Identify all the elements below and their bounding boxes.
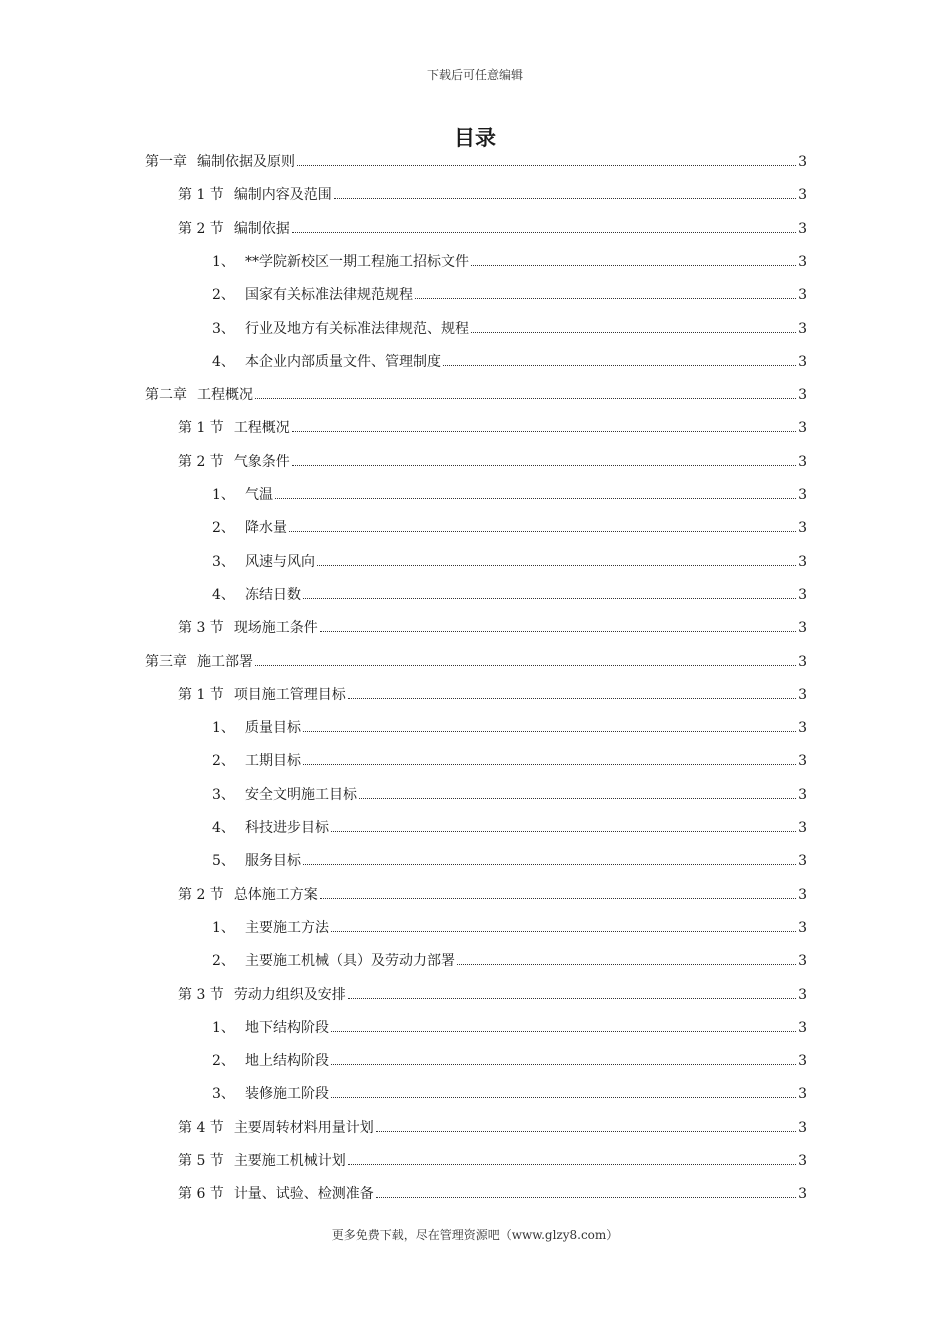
toc-dot-leader — [331, 1085, 796, 1098]
toc-entry-number: 第 3 节 — [178, 986, 224, 1003]
toc-entry-label: 安全文明施工目标 — [245, 786, 357, 803]
toc-entry-page-number: 3 — [798, 919, 807, 936]
toc-entry-page-number: 3 — [798, 886, 807, 903]
toc-entry-level-3[interactable] — [212, 950, 807, 972]
toc-entry-page-number: 3 — [798, 287, 807, 304]
toc-entry-label: 工程概况 — [233, 420, 290, 437]
toc-entry-number: 2、 — [212, 1053, 235, 1070]
toc-entry-level-3[interactable] — [212, 850, 807, 872]
toc-entry-level-3[interactable] — [212, 284, 807, 306]
toc-entry-label: 风速与风向 — [245, 553, 315, 570]
toc-entry-level-3[interactable] — [212, 1083, 807, 1105]
toc-entry-label: 行业及地方有关标准法律规范、规程 — [245, 320, 469, 337]
page-header: 下载后可任意编辑 — [426, 68, 523, 82]
toc-entry-label: 总体施工方案 — [233, 886, 318, 903]
toc-dot-leader — [317, 553, 796, 566]
toc-entry-level-1[interactable] — [145, 151, 807, 173]
toc-entry-level-3[interactable] — [212, 584, 807, 606]
toc-dot-leader — [334, 186, 796, 199]
toc-entry-page-number: 3 — [798, 620, 807, 637]
toc-entry-page-number: 3 — [798, 187, 807, 204]
toc-entry-level-2[interactable] — [178, 884, 807, 906]
toc-entry-level-2[interactable] — [178, 184, 807, 206]
toc-entry-number: 1、 — [212, 919, 235, 936]
toc-dot-leader — [331, 919, 796, 932]
toc-entry-label: 工期目标 — [245, 753, 301, 770]
toc-entry-page-number: 3 — [798, 520, 807, 537]
toc-entry-label: 工程概况 — [197, 387, 253, 404]
toc-entry-number: 第 6 节 — [178, 1186, 224, 1203]
toc-dot-leader — [471, 320, 796, 333]
toc-entry-level-2[interactable] — [178, 417, 807, 439]
toc-title: 目录 — [454, 126, 496, 150]
toc-entry-label: 服务目标 — [245, 853, 301, 870]
toc-entry-number: 1、 — [212, 253, 235, 270]
toc-entry-label: 气象条件 — [233, 453, 290, 470]
toc-entry-label: 国家有关标准法律规范规程 — [245, 287, 413, 304]
toc-entry-number: 第 2 节 — [178, 886, 224, 903]
toc-entry-page-number: 3 — [798, 986, 807, 1003]
toc-entry-level-3[interactable] — [212, 551, 807, 573]
toc-entry-number: 1、 — [212, 487, 235, 503]
toc-entry-level-3[interactable] — [212, 917, 807, 939]
toc-entry-number: 第 1 节 — [178, 420, 224, 437]
toc-entry-number: 4、 — [212, 353, 235, 370]
toc-dot-leader — [331, 819, 796, 832]
toc-dot-leader — [348, 686, 796, 699]
toc-entry-number: 第 2 节 — [178, 453, 224, 470]
toc-entry-number: 2、 — [212, 287, 235, 304]
toc-entry-level-3[interactable] — [212, 717, 807, 739]
toc-entry-label: 主要施工机械（具）及劳动力部署 — [245, 953, 455, 970]
toc-entry-number: 第 5 节 — [178, 1153, 224, 1169]
toc-dot-leader — [348, 1152, 796, 1165]
toc-dot-leader — [320, 619, 796, 632]
toc-entry-page-number: 3 — [798, 154, 807, 170]
toc-entry-page-number: 3 — [798, 820, 807, 836]
toc-entry-number: 2、 — [212, 520, 235, 537]
toc-entry-label: 编制依据及原则 — [197, 154, 295, 170]
toc-entry-label: 地下结构阶段 — [245, 1019, 329, 1036]
toc-entry-label: 科技进步目标 — [245, 820, 329, 836]
toc-entry-page-number: 3 — [798, 253, 807, 270]
toc-dot-leader — [303, 852, 796, 865]
toc-entry-level-2[interactable] — [178, 451, 807, 473]
toc-entry-number: 2、 — [212, 953, 235, 970]
toc-dot-leader — [275, 486, 796, 499]
toc-entry-label: 质量目标 — [245, 720, 301, 737]
toc-entry-number: 5、 — [212, 853, 235, 870]
toc-entry-level-3[interactable] — [212, 1050, 807, 1072]
toc-entry-page-number: 3 — [798, 1119, 807, 1136]
toc-entry-number: 第 1 节 — [178, 686, 224, 703]
toc-entry-page-number: 3 — [798, 420, 807, 437]
toc-entry-level-3[interactable] — [212, 784, 807, 806]
toc-entry-level-1[interactable] — [145, 384, 807, 406]
toc-dot-leader — [292, 419, 796, 432]
toc-entry-level-2[interactable] — [178, 1183, 807, 1205]
toc-entry-page-number: 3 — [798, 353, 807, 370]
toc-entry-label: 编制内容及范围 — [233, 187, 332, 204]
toc-dot-leader — [359, 786, 796, 799]
toc-entry-page-number: 3 — [798, 786, 807, 803]
toc-entry-level-2[interactable] — [178, 684, 807, 706]
toc-entry-label: 主要施工方法 — [245, 919, 329, 936]
toc-entry-page-number: 3 — [798, 1186, 807, 1203]
toc-entry-number: 1、 — [212, 1019, 235, 1036]
toc-entry-label: 冻结日数 — [245, 586, 301, 603]
toc-entry-label: 施工部署 — [197, 653, 253, 670]
toc-entry-level-3[interactable] — [212, 517, 807, 539]
toc-entry-label: 降水量 — [245, 520, 287, 537]
toc-entry-label: 装修施工阶段 — [245, 1086, 329, 1103]
toc-entry-number: 第 1 节 — [178, 187, 224, 204]
toc-entry-level-2[interactable] — [178, 218, 807, 240]
toc-dot-leader — [457, 952, 796, 965]
toc-entry-number: 第 3 节 — [178, 620, 224, 637]
toc-entry-number: 第二章 — [145, 387, 187, 404]
toc-entry-page-number: 3 — [798, 387, 807, 404]
toc-entry-page-number: 3 — [798, 586, 807, 603]
toc-dot-leader — [376, 1119, 796, 1132]
toc-entry-number: 第一章 — [145, 154, 187, 170]
toc-entry-number: 4、 — [212, 586, 235, 603]
toc-entry-level-3[interactable] — [212, 484, 807, 506]
toc-dot-leader — [292, 453, 796, 466]
toc-entry-label: 主要施工机械计划 — [233, 1153, 346, 1169]
toc-entry-page-number: 3 — [798, 853, 807, 870]
toc-entry-label: 主要周转材料用量计划 — [233, 1119, 374, 1136]
toc-entry-level-3[interactable] — [212, 251, 807, 273]
toc-dot-leader — [303, 752, 796, 765]
toc-dot-leader — [303, 719, 796, 732]
toc-dot-leader — [255, 653, 796, 666]
toc-entry-number: 3、 — [212, 553, 235, 570]
toc-entry-level-3[interactable] — [212, 817, 807, 839]
toc-entry-number: 2、 — [212, 753, 235, 770]
toc-entry-number: 3、 — [212, 320, 235, 337]
toc-dot-leader — [292, 220, 796, 233]
toc-dot-leader — [297, 153, 796, 166]
toc-dot-leader — [376, 1185, 796, 1198]
toc-entry-page-number: 3 — [798, 720, 807, 737]
toc-entry-number: 3、 — [212, 786, 235, 803]
toc-entry-level-3[interactable] — [212, 351, 807, 373]
toc-entry-page-number: 3 — [798, 1053, 807, 1070]
toc-entry-label: 本企业内部质量文件、管理制度 — [245, 353, 441, 370]
toc-entry-level-1[interactable] — [145, 651, 807, 673]
page-footer: 更多免费下载，尽在管理资源吧（www.glzy8.com） — [331, 1228, 619, 1242]
toc-entry-page-number: 3 — [798, 653, 807, 670]
toc-entry-level-2[interactable] — [178, 1117, 807, 1139]
toc-entry-label: 项目施工管理目标 — [233, 686, 346, 703]
toc-entry-label: 地上结构阶段 — [245, 1053, 329, 1070]
toc-entry-level-2[interactable] — [178, 617, 807, 639]
toc-entry-page-number: 3 — [798, 1086, 807, 1103]
toc-dot-leader — [255, 386, 796, 399]
toc-entry-label: 计量、试验、检测准备 — [233, 1186, 374, 1203]
toc-entry-page-number: 3 — [798, 686, 807, 703]
toc-entry-page-number: 3 — [798, 220, 807, 237]
toc-dot-leader — [289, 519, 796, 532]
toc-entry-label: 编制依据 — [233, 220, 290, 237]
toc-entry-number: 第三章 — [145, 653, 187, 670]
toc-entry-number: 1、 — [212, 720, 235, 737]
toc-entry-number: 第 2 节 — [178, 220, 224, 237]
toc-entry-level-3[interactable] — [212, 318, 807, 340]
toc-entry-page-number: 3 — [798, 953, 807, 970]
toc-entry-level-2[interactable] — [178, 984, 807, 1006]
toc-dot-leader — [320, 886, 796, 899]
toc-dot-leader — [415, 286, 796, 299]
toc-entry-label: **学院新校区一期工程施工招标文件 — [245, 253, 469, 270]
toc-entry-page-number: 3 — [798, 553, 807, 570]
toc-entry-label: 现场施工条件 — [233, 620, 318, 637]
toc-entry-label: 劳动力组织及安排 — [233, 986, 346, 1003]
toc-entry-page-number: 3 — [798, 753, 807, 770]
toc-entry-page-number: 3 — [798, 1019, 807, 1036]
toc-dot-leader — [303, 586, 796, 599]
toc-dot-leader — [348, 986, 796, 999]
toc-dot-leader — [331, 1019, 796, 1032]
toc-entry-level-3[interactable] — [212, 1017, 807, 1039]
toc-dot-leader — [331, 1052, 796, 1065]
toc-dot-leader — [471, 253, 796, 266]
toc-entry-page-number: 3 — [798, 320, 807, 337]
toc-entry-level-2[interactable] — [178, 1150, 807, 1172]
toc-entry-number: 3、 — [212, 1086, 235, 1103]
toc-entry-level-3[interactable] — [212, 750, 807, 772]
toc-dot-leader — [443, 353, 796, 366]
toc-entry-page-number: 3 — [798, 453, 807, 470]
toc-entry-page-number: 3 — [798, 487, 807, 503]
toc-entry-label: 气温 — [245, 487, 273, 503]
toc-entry-page-number: 3 — [798, 1153, 807, 1169]
toc-entry-number: 4、 — [212, 820, 235, 836]
toc-entry-number: 第 4 节 — [178, 1119, 224, 1136]
